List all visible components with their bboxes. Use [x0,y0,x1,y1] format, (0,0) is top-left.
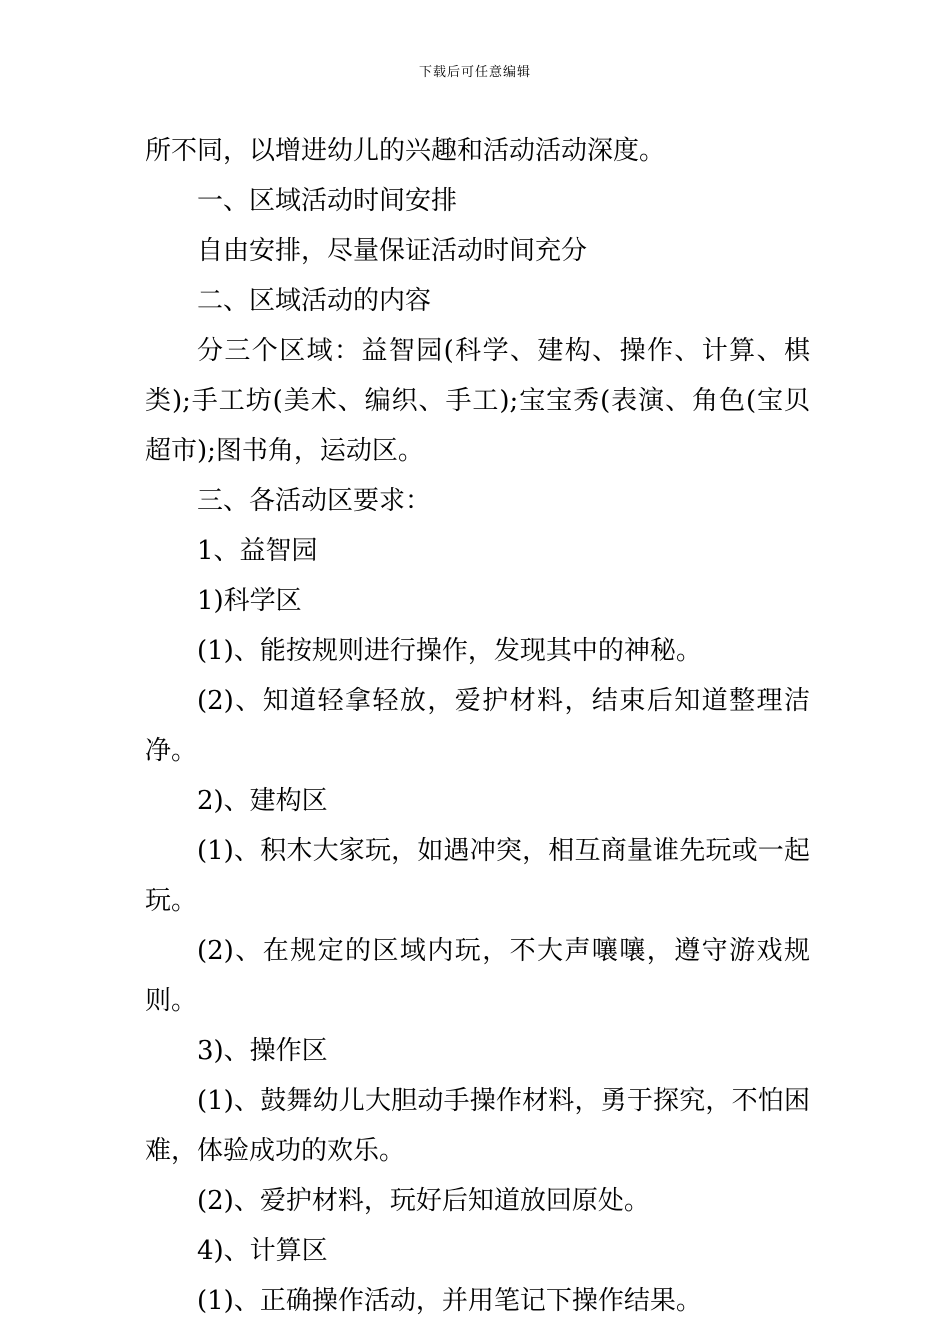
section-heading: 二、区域活动的内容 [197,286,432,316]
page-header: 下载后可任意编辑 [418,65,531,80]
document-body [145,126,810,1326]
section-heading: 一、区域活动时间安排 [197,186,458,216]
list-item: (1)、能按规则进行操作，发现其中的神秘。 [197,636,702,666]
paragraph: 所不同，以增进幼儿的兴趣和活动活动深度。 [145,136,666,166]
section-heading: 三、各活动区要求： [197,486,432,516]
list-item: (1)、正确操作活动，并用笔记下操作结果。 [197,1286,702,1316]
subsection-heading: 1、益智园 [197,536,318,566]
paragraph: 自由安排，尽量保证活动时间充分 [197,236,588,266]
list-item: (2)、知道轻拿轻放，爱护材料，结束后知道整理洁净。 [145,686,810,766]
subsection-heading: 3)、操作区 [197,1036,328,1066]
list-item: (2)、在规定的区域内玩，不大声嚷嚷，遵守游戏规则。 [145,936,810,1016]
list-item: (1)、积木大家玩，如遇冲突，相互商量谁先玩或一起玩。 [145,836,810,916]
list-item: (2)、爱护材料，玩好后知道放回原处。 [197,1186,650,1216]
subsection-heading: 4)、计算区 [197,1236,328,1266]
subsection-heading: 2)、建构区 [197,786,328,816]
paragraph: 分三个区域：益智园(科学、建构、操作、计算、棋类);手工坊(美术、编织、手工);宝宝秀(表演、角色(宝贝超市);图书角，运动区。 [145,336,810,466]
list-item: (1)、鼓舞幼儿大胆动手操作材料，勇于探究，不怕困难，体验成功的欢乐。 [145,1086,810,1166]
subsection-heading: 1)科学区 [197,586,302,616]
